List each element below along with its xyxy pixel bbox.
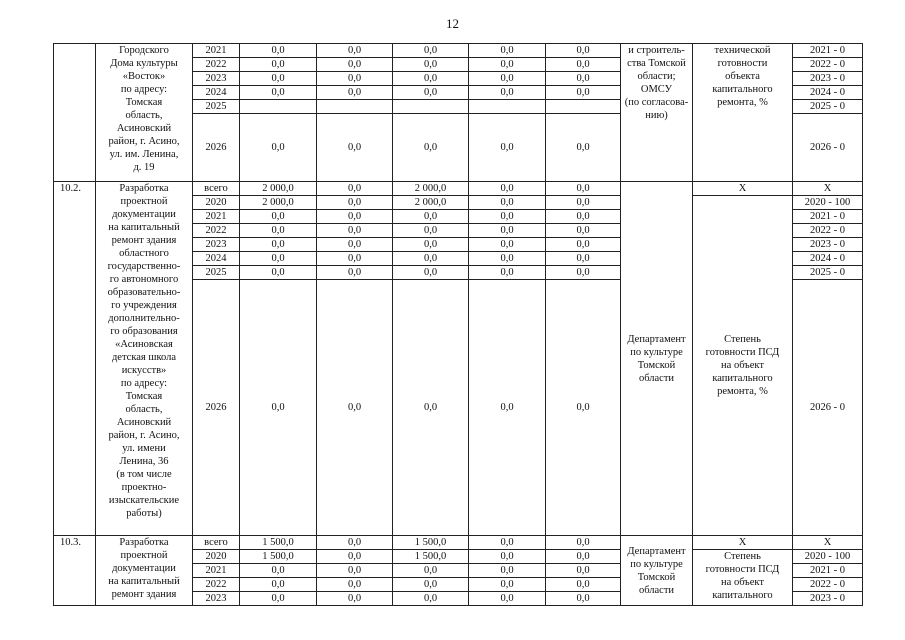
indicator-cell: технической готовности объекта капитального ремонта, % — [693, 44, 793, 182]
year-cell: 2021 — [193, 44, 240, 58]
value-cell: 0,0 — [393, 592, 469, 606]
value-cell: 0,0 — [546, 578, 621, 592]
value-cell: 0,0 — [546, 266, 621, 280]
target-cell: Х — [793, 536, 863, 550]
value-cell: 0,0 — [317, 58, 393, 72]
value-cell: 0,0 — [469, 182, 546, 196]
target-cell: 2025 - 0 — [793, 266, 863, 280]
target-cell: 2020 - 100 — [793, 196, 863, 210]
value-cell — [240, 100, 317, 114]
value-cell: 0,0 — [546, 224, 621, 238]
value-cell: 0,0 — [546, 564, 621, 578]
target-cell: 2022 - 0 — [793, 578, 863, 592]
target-cell: 2024 - 0 — [793, 86, 863, 100]
target-cell: 2021 - 0 — [793, 564, 863, 578]
table-row — [54, 44, 863, 58]
value-cell: 0,0 — [469, 72, 546, 86]
value-cell: 0,0 — [240, 592, 317, 606]
value-cell: 0,0 — [393, 564, 469, 578]
value-cell: 0,0 — [240, 58, 317, 72]
target-cell: 2021 - 0 — [793, 210, 863, 224]
indicator-cell: Степень готовности ПСД на объект капитального ремонта, % — [693, 196, 793, 536]
value-cell: 0,0 — [393, 210, 469, 224]
value-cell: 0,0 — [317, 86, 393, 100]
year-cell: всего — [193, 536, 240, 550]
value-cell: 0,0 — [469, 550, 546, 564]
value-cell: 0,0 — [393, 86, 469, 100]
item-name-cell: Разработка проектной документации на капитальный ремонт здания областного государственно- го автономного образовательно- го учреждения дополнительно- го образования «Асиновская детская школа искусств» по адресу: Томская область, Асиновский район, г. Асино, ул. имени Ленина, 36 (в том числе проектно- изыскательские работы) — [96, 182, 193, 536]
value-cell: 2 000,0 — [240, 182, 317, 196]
value-cell: 0,0 — [546, 252, 621, 266]
year-cell: 2023 — [193, 238, 240, 252]
value-cell: 0,0 — [393, 224, 469, 238]
table-row — [54, 536, 863, 550]
value-cell: 0,0 — [393, 44, 469, 58]
value-cell: 0,0 — [240, 564, 317, 578]
value-cell: 0,0 — [469, 592, 546, 606]
value-cell: 0,0 — [546, 44, 621, 58]
year-cell: 2024 — [193, 86, 240, 100]
year-cell: 2024 — [193, 252, 240, 266]
executor-cell: и строитель- ства Томской области; ОМСУ (по согласова- нию) — [621, 44, 693, 182]
value-cell: 0,0 — [393, 266, 469, 280]
value-cell: 0,0 — [469, 58, 546, 72]
value-cell: 0,0 — [393, 238, 469, 252]
value-cell: 0,0 — [240, 578, 317, 592]
year-cell: 2022 — [193, 224, 240, 238]
year-cell: 2026 — [193, 114, 240, 182]
year-cell: 2025 — [193, 266, 240, 280]
value-cell: 0,0 — [240, 280, 317, 536]
value-cell: 0,0 — [546, 238, 621, 252]
target-cell: 2026 - 0 — [793, 280, 863, 536]
value-cell: 0,0 — [317, 252, 393, 266]
executor-cell: Департамент по культуре Томской области — [621, 536, 693, 606]
value-cell: 0,0 — [317, 238, 393, 252]
year-cell: 2022 — [193, 58, 240, 72]
value-cell: 0,0 — [546, 210, 621, 224]
value-cell: 0,0 — [469, 86, 546, 100]
value-cell: 0,0 — [240, 238, 317, 252]
year-cell: 2021 — [193, 210, 240, 224]
value-cell: 0,0 — [317, 266, 393, 280]
target-cell: 2023 - 0 — [793, 72, 863, 86]
year-cell: 2020 — [193, 196, 240, 210]
year-cell: 2022 — [193, 578, 240, 592]
value-cell: 0,0 — [317, 224, 393, 238]
item-number-cell — [54, 44, 96, 182]
value-cell: 0,0 — [317, 182, 393, 196]
value-cell: 0,0 — [546, 536, 621, 550]
value-cell: 1 500,0 — [240, 550, 317, 564]
program-table — [53, 43, 863, 606]
value-cell: 0,0 — [393, 72, 469, 86]
value-cell: 0,0 — [469, 224, 546, 238]
target-cell: Х — [793, 182, 863, 196]
value-cell: 0,0 — [546, 182, 621, 196]
value-cell: 0,0 — [469, 280, 546, 536]
value-cell — [469, 100, 546, 114]
value-cell: 0,0 — [469, 114, 546, 182]
target-cell: 2023 - 0 — [793, 592, 863, 606]
target-cell: 2024 - 0 — [793, 252, 863, 266]
target-cell: 2023 - 0 — [793, 238, 863, 252]
item-number-cell: 10.3. — [54, 536, 96, 606]
target-cell: 2021 - 0 — [793, 44, 863, 58]
year-cell: 2021 — [193, 564, 240, 578]
value-cell: 0,0 — [469, 252, 546, 266]
value-cell: 0,0 — [317, 536, 393, 550]
value-cell: 0,0 — [393, 578, 469, 592]
value-cell: 0,0 — [469, 238, 546, 252]
year-cell: 2025 — [193, 100, 240, 114]
value-cell: 0,0 — [317, 72, 393, 86]
page-number: 12 — [446, 16, 459, 31]
value-cell: 0,0 — [240, 86, 317, 100]
value-cell: 0,0 — [546, 592, 621, 606]
target-cell: 2022 - 0 — [793, 224, 863, 238]
item-name-cell: Городского Дома культуры «Восток» по адресу: Томская область, Асиновский район, г. Асино, ул. им. Ленина, д. 19 — [96, 44, 193, 182]
year-cell: 2023 — [193, 72, 240, 86]
value-cell: 0,0 — [317, 44, 393, 58]
value-cell: 0,0 — [317, 550, 393, 564]
value-cell: 0,0 — [546, 196, 621, 210]
target-cell: 2022 - 0 — [793, 58, 863, 72]
target-cell: 2025 - 0 — [793, 100, 863, 114]
year-cell: 2023 — [193, 592, 240, 606]
year-cell: всего — [193, 182, 240, 196]
value-cell: 2 000,0 — [240, 196, 317, 210]
target-cell: 2020 - 100 — [793, 550, 863, 564]
value-cell: 0,0 — [393, 114, 469, 182]
value-cell: 1 500,0 — [393, 550, 469, 564]
value-cell — [393, 100, 469, 114]
value-cell: 2 000,0 — [393, 196, 469, 210]
value-cell: 0,0 — [546, 550, 621, 564]
table-row — [54, 182, 863, 196]
value-cell: 1 500,0 — [393, 536, 469, 550]
value-cell: 0,0 — [317, 114, 393, 182]
indicator-cell: Х — [693, 182, 793, 196]
value-cell: 0,0 — [393, 58, 469, 72]
value-cell: 0,0 — [469, 210, 546, 224]
value-cell: 0,0 — [317, 564, 393, 578]
item-number-cell: 10.2. — [54, 182, 96, 536]
value-cell: 0,0 — [317, 592, 393, 606]
value-cell — [317, 100, 393, 114]
indicator-cell: Х — [693, 536, 793, 550]
value-cell: 0,0 — [546, 72, 621, 86]
value-cell: 2 000,0 — [393, 182, 469, 196]
value-cell: 0,0 — [240, 72, 317, 86]
executor-cell: Департамент по культуре Томской области — [621, 182, 693, 536]
value-cell: 0,0 — [317, 196, 393, 210]
value-cell: 0,0 — [240, 114, 317, 182]
value-cell: 0,0 — [469, 564, 546, 578]
value-cell: 0,0 — [546, 86, 621, 100]
value-cell: 0,0 — [393, 252, 469, 266]
value-cell: 0,0 — [393, 280, 469, 536]
value-cell: 0,0 — [317, 210, 393, 224]
value-cell: 1 500,0 — [240, 536, 317, 550]
value-cell: 0,0 — [317, 280, 393, 536]
value-cell — [546, 100, 621, 114]
value-cell: 0,0 — [546, 114, 621, 182]
indicator-cell: Степень готовности ПСД на объект капитального — [693, 550, 793, 606]
item-name-cell: Разработка проектной документации на капитальный ремонт здания — [96, 536, 193, 606]
value-cell: 0,0 — [546, 58, 621, 72]
value-cell: 0,0 — [240, 224, 317, 238]
value-cell: 0,0 — [240, 210, 317, 224]
value-cell: 0,0 — [469, 44, 546, 58]
value-cell: 0,0 — [469, 266, 546, 280]
target-cell: 2026 - 0 — [793, 114, 863, 182]
value-cell: 0,0 — [469, 196, 546, 210]
value-cell: 0,0 — [240, 266, 317, 280]
value-cell: 0,0 — [240, 252, 317, 266]
year-cell: 2020 — [193, 550, 240, 564]
value-cell: 0,0 — [317, 578, 393, 592]
value-cell: 0,0 — [469, 578, 546, 592]
year-cell: 2026 — [193, 280, 240, 536]
value-cell: 0,0 — [240, 44, 317, 58]
value-cell: 0,0 — [469, 536, 546, 550]
value-cell: 0,0 — [546, 280, 621, 536]
